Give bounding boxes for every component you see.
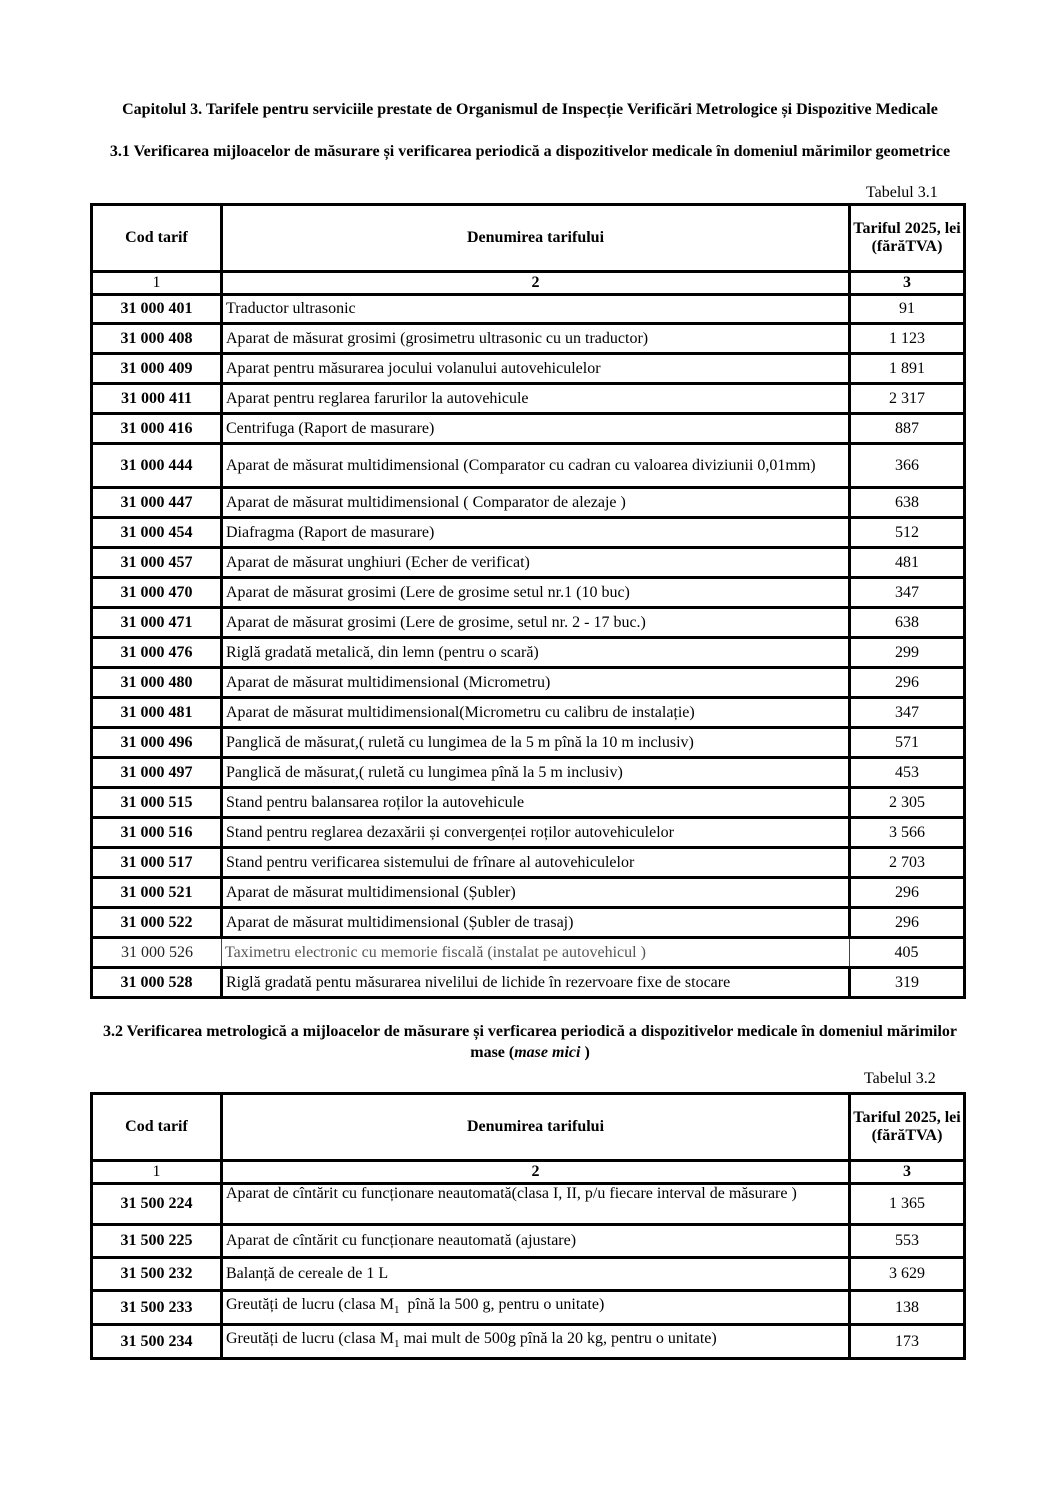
table-row [92, 908, 965, 938]
tariff-price: 481 [850, 548, 965, 578]
tariff-name: Aparat de măsurat grosimi (Lere de grosime setul nr.1 (10 buc) [222, 578, 850, 608]
table-row [92, 548, 965, 578]
tariff-name-text-end: mai mult de 500g pînă la 20 kg, pentru o unitate) [399, 1329, 717, 1347]
table-3-2-label: Tabelul 3.2 [864, 1070, 936, 1087]
table-row [92, 324, 965, 354]
tariff-code: 31 000 444 [92, 444, 222, 488]
table-row [92, 818, 965, 848]
tariff-code: 31 500 224 [92, 1184, 222, 1225]
tariff-price: 887 [850, 414, 965, 444]
tariff-price: 405 [850, 938, 965, 968]
tariff-price: 173 [850, 1325, 965, 1359]
tariff-code: 31 000 457 [92, 548, 222, 578]
table-row [92, 1225, 965, 1258]
table-row [92, 414, 965, 444]
tariff-code: 31 000 481 [92, 698, 222, 728]
column-number-2: 2 [222, 1161, 850, 1184]
tariff-name: Aparat de cîntărit cu funcționare neautomată (ajustare) [222, 1225, 850, 1258]
tariff-code: 31 000 521 [92, 878, 222, 908]
tariff-name: Aparat de măsurat multidimensional(Micrometru cu calibru de instalație) [222, 698, 850, 728]
tariff-name: Panglică de măsurat,( ruletă cu lungimea de la 5 m pînă la 10 m inclusiv) [222, 728, 850, 758]
column-number-1: 1 [92, 1161, 222, 1184]
tariff-code: 31 000 447 [92, 488, 222, 518]
tariff-name: Riglă gradată pentu măsurarea nivelilui de lichide în rezervoare fixe de stocare [222, 968, 850, 998]
table-row [92, 518, 965, 548]
table-row [92, 1184, 965, 1225]
column-number-2: 2 [222, 272, 850, 295]
column-number-row [92, 272, 965, 295]
tariff-code: 31 000 454 [92, 518, 222, 548]
table-row [92, 608, 965, 638]
tariff-price: 91 [850, 295, 965, 324]
header-denumirea: Denumirea tarifului [222, 205, 850, 272]
tariff-price: 1 123 [850, 324, 965, 354]
tariff-name: Balanță de cereale de 1 L [222, 1258, 850, 1291]
tariff-name [222, 1291, 850, 1325]
chapter-title: Capitolul 3. Tarifele pentru serviciile prestate de Organismul de Inspecție Verificări Metrologice și Dispozitive Medicale [122, 101, 938, 118]
column-number-3: 3 [850, 272, 965, 295]
section-3-1-title: 3.1 Verificarea mijloacelor de măsurare și verificarea periodică a dispozitivelor medicale în domeniul mărimilor geometrice [109, 143, 951, 160]
tariff-name: Aparat de măsurat multidimensional (Micrometru) [222, 668, 850, 698]
tariff-code: 31 000 409 [92, 354, 222, 384]
section-3-2-title-end: ) [580, 1044, 590, 1061]
table-row [92, 728, 965, 758]
table-header-row [92, 1094, 965, 1161]
tariff-price: 366 [850, 444, 965, 488]
table-header-row [92, 205, 965, 272]
tariff-name: Aparat de măsurat multidimensional (Șubler de trasaj) [222, 908, 850, 938]
table-row [92, 384, 965, 414]
section-3-2-title [90, 1021, 970, 1063]
tariff-price: 296 [850, 878, 965, 908]
tariff-price: 2 317 [850, 384, 965, 414]
tariff-price: 638 [850, 488, 965, 518]
tariff-price: 638 [850, 608, 965, 638]
tariff-name: Diafragma (Raport de masurare) [222, 518, 850, 548]
tariff-name [222, 1325, 850, 1359]
table-row [92, 295, 965, 324]
table-row [92, 938, 965, 968]
tariff-table-3-2 [90, 1092, 966, 1360]
tariff-code: 31 500 225 [92, 1225, 222, 1258]
header-tariful: Tariful 2025, lei (fărăTVA) [850, 1094, 965, 1161]
tariff-name: Stand pentru balansarea roților la autovehicule [222, 788, 850, 818]
tariff-price: 571 [850, 728, 965, 758]
tariff-price: 2 305 [850, 788, 965, 818]
column-number-row [92, 1161, 965, 1184]
tariff-name-subscript: 1 [393, 1338, 400, 1351]
table-row [92, 1291, 965, 1325]
table-row [92, 668, 965, 698]
tariff-code: 31 000 528 [92, 968, 222, 998]
table-row [92, 698, 965, 728]
tariff-name-text-end: pînă la 500 g, pentru o unitate) [399, 1295, 605, 1313]
tariff-name: Aparat de măsurat multidimensional (Comparator cu cadran cu valoarea diviziunii 0,01mm) [222, 444, 850, 488]
tariff-code: 31 000 522 [92, 908, 222, 938]
tariff-code: 31 500 233 [92, 1291, 222, 1325]
header-tariful: Tariful 2025, lei (fărăTVA) [850, 205, 965, 272]
tariff-price: 296 [850, 908, 965, 938]
section-3-2-title-italic: mase mici [514, 1044, 581, 1061]
tariff-name: Aparat de măsurat grosimi (grosimetru ultrasonic cu un traductor) [222, 324, 850, 354]
tariff-price: 138 [850, 1291, 965, 1325]
tariff-code: 31 500 232 [92, 1258, 222, 1291]
tariff-name: Aparat de cîntărit cu funcționare neautomată(clasa I, II, p/u fiecare interval de măsurare ) [222, 1184, 850, 1225]
table-3-1-label: Tabelul 3.1 [866, 184, 938, 201]
tariff-name: Aparat de măsurat multidimensional ( Comparator de alezaje ) [222, 488, 850, 518]
tariff-code: 31 000 401 [92, 295, 222, 324]
tariff-price: 319 [850, 968, 965, 998]
table-row [92, 788, 965, 818]
tariff-price: 347 [850, 578, 965, 608]
tariff-table-3-1 [90, 203, 966, 999]
tariff-code: 31 000 517 [92, 848, 222, 878]
tariff-name: Centrifuga (Raport de masurare) [222, 414, 850, 444]
tariff-name: Panglică de măsurat,( ruletă cu lungimea pînă la 5 m inclusiv) [222, 758, 850, 788]
tariff-price: 553 [850, 1225, 965, 1258]
table-row [92, 354, 965, 384]
table-row [92, 578, 965, 608]
tariff-code: 31 000 496 [92, 728, 222, 758]
tariff-price: 299 [850, 638, 965, 668]
table-row [92, 638, 965, 668]
tariff-price: 3 629 [850, 1258, 965, 1291]
tariff-name: Aparat de măsurat grosimi (Lere de grosime, setul nr. 2 - 17 buc.) [222, 608, 850, 638]
tariff-name-subscript: 1 [393, 1304, 400, 1317]
tariff-code: 31 500 234 [92, 1325, 222, 1359]
header-denumirea: Denumirea tarifului [222, 1094, 850, 1161]
tariff-code: 31 000 497 [92, 758, 222, 788]
section-3-2-title-main: 3.2 Verificarea metrologică a mijloacelor de măsurare și verficarea periodică a dispozitivelor medicale în domeniul mărimilor mase ( [102, 1023, 958, 1061]
tariff-name-text: Greutăți de lucru (clasa M [226, 1295, 394, 1313]
tariff-code: 31 000 515 [92, 788, 222, 818]
tariff-code: 31 000 480 [92, 668, 222, 698]
tariff-code: 31 000 411 [92, 384, 222, 414]
tariff-price: 453 [850, 758, 965, 788]
table-row [92, 488, 965, 518]
table-row [92, 878, 965, 908]
tariff-price: 3 566 [850, 818, 965, 848]
column-number-1: 1 [92, 272, 222, 295]
tariff-name: Aparat pentru reglarea farurilor la autovehicule [222, 384, 850, 414]
tariff-code: 31 000 470 [92, 578, 222, 608]
tariff-price: 1 891 [850, 354, 965, 384]
table-row [92, 848, 965, 878]
table-row [92, 1325, 965, 1359]
header-cod-tarif: Cod tarif [92, 1094, 222, 1161]
tariff-name: Aparat de măsurat unghiuri (Echer de verificat) [222, 548, 850, 578]
tariff-name: Stand pentru reglarea dezaxării și convergenței roților autovehiculelor [222, 818, 850, 848]
table-row [92, 444, 965, 488]
tariff-code: 31 000 408 [92, 324, 222, 354]
tariff-name: Taximetru electronic cu memorie fiscală (instalat pe autovehicul ) [222, 938, 850, 968]
tariff-code: 31 000 416 [92, 414, 222, 444]
tariff-code: 31 000 516 [92, 818, 222, 848]
column-number-3: 3 [850, 1161, 965, 1184]
tariff-name-text: Greutăți de lucru (clasa M [226, 1329, 394, 1347]
tariff-price: 347 [850, 698, 965, 728]
table-row [92, 1258, 965, 1291]
tariff-name: Aparat pentru măsurarea jocului volanului autovehiculelor [222, 354, 850, 384]
tariff-code: 31 000 471 [92, 608, 222, 638]
table-row [92, 758, 965, 788]
tariff-name: Riglă gradată metalică, din lemn (pentru o scară) [222, 638, 850, 668]
header-cod-tarif: Cod tarif [92, 205, 222, 272]
tariff-price: 296 [850, 668, 965, 698]
tariff-code: 31 000 476 [92, 638, 222, 668]
tariff-code: 31 000 526 [92, 938, 222, 968]
tariff-price: 2 703 [850, 848, 965, 878]
tariff-name: Aparat de măsurat multidimensional (Șubler) [222, 878, 850, 908]
tariff-price: 1 365 [850, 1184, 965, 1225]
table-row [92, 968, 965, 998]
tariff-price: 512 [850, 518, 965, 548]
tariff-name: Traductor ultrasonic [222, 295, 850, 324]
tariff-name: Stand pentru verificarea sistemului de frînare al autovehiculelor [222, 848, 850, 878]
